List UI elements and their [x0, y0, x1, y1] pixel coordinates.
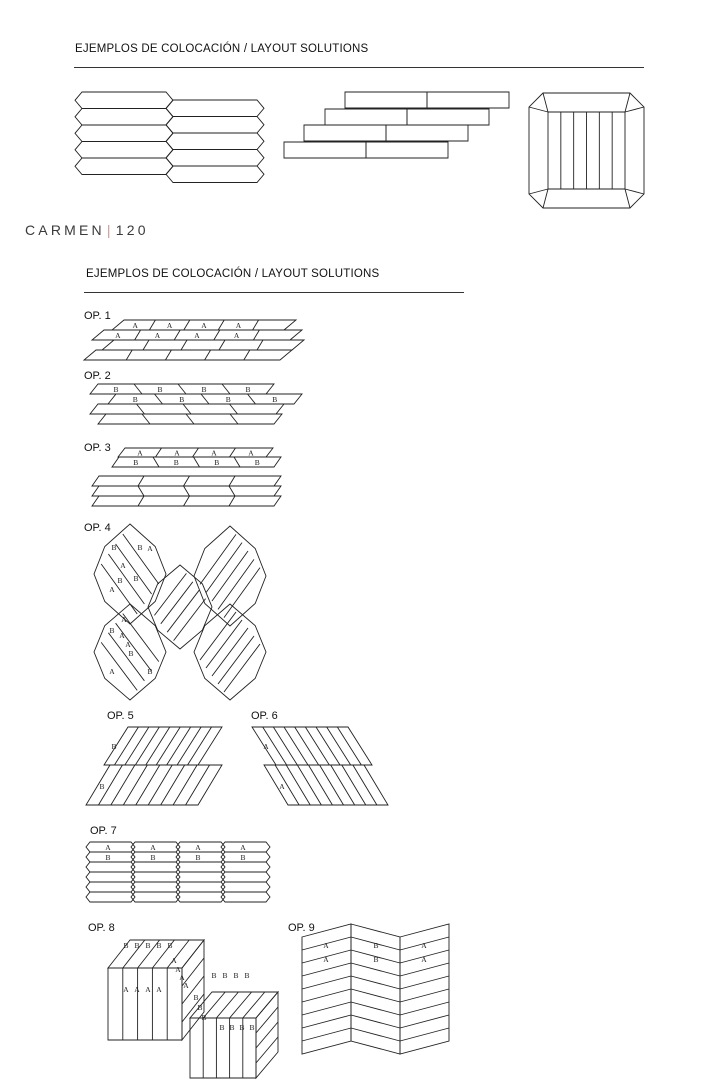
tile-mark: B: [229, 1023, 235, 1032]
stripe-joint: [200, 612, 236, 660]
tile-mark: B: [244, 971, 250, 980]
picket-tile: [75, 109, 173, 126]
tile-joint: [230, 414, 238, 424]
stripe-joint: [154, 573, 186, 615]
tile-joint: [178, 384, 186, 394]
option-label-5: OP. 5: [107, 710, 134, 722]
tile-mark: A: [233, 331, 240, 340]
stripe-joint: [200, 534, 236, 584]
picket-tile: [75, 125, 173, 142]
tile-mark: B: [201, 385, 207, 394]
brick-tile: [427, 92, 509, 108]
chevron-joint: [400, 1015, 449, 1028]
tile-mark: B: [254, 458, 260, 467]
tile-joint: [149, 320, 155, 330]
option-label-8: OP. 8: [88, 922, 115, 934]
tile-joint: [219, 340, 225, 350]
tile-mark: A: [120, 561, 126, 570]
tile-joint: [230, 448, 236, 457]
diagram-op-6: [252, 727, 388, 805]
diamond-group: [94, 524, 166, 624]
strip-joint: [114, 727, 138, 765]
chevron-joint: [302, 1015, 351, 1028]
strip-joint: [135, 727, 159, 765]
frame-miter: [625, 93, 630, 112]
main-heading: EJEMPLOS DE COLOCACIÓN / LAYOUT SOLUTIONS: [86, 268, 380, 280]
tile-mark: B: [193, 993, 199, 1002]
tile-mark: A: [147, 544, 153, 553]
brick-tile: [345, 92, 427, 108]
chevron-joint: [351, 989, 400, 1002]
tile-mark: B: [233, 971, 239, 980]
tile-mark: B: [240, 853, 246, 862]
brick-tile: [284, 142, 366, 158]
tile-joint: [134, 384, 142, 394]
picket-tile: [221, 872, 270, 882]
tile-mark: A: [109, 667, 115, 676]
brand-size: 120: [115, 222, 149, 238]
chevron-joint: [400, 963, 449, 976]
chevron-joint: [302, 989, 351, 1002]
stripe-joint: [101, 564, 137, 614]
strip-joint: [167, 727, 191, 765]
option-label-7: OP. 7: [90, 825, 117, 837]
tile-joint: [201, 394, 209, 404]
diagram-op-4: [94, 524, 266, 700]
hex-front: [108, 968, 182, 1040]
strip-joint: [316, 727, 340, 765]
strip-joint: [177, 727, 201, 765]
option-label-6: OP. 6: [251, 710, 278, 722]
tile-joint: [194, 457, 200, 467]
tile-mark: A: [150, 843, 156, 852]
tile-joint: [181, 340, 187, 350]
diagram-op-9: [302, 924, 449, 1054]
tile-joint: [257, 340, 263, 350]
tile-mark: B: [156, 941, 162, 950]
chevron-joint: [302, 976, 351, 989]
option-label-4: OP. 4: [84, 522, 111, 534]
option-label-1: OP. 1: [84, 310, 111, 322]
tile-mark: A: [137, 448, 143, 458]
tile-mark: A: [183, 981, 189, 990]
stripe-joint: [108, 554, 144, 604]
tile-joint: [229, 496, 235, 506]
tile-joint: [156, 448, 162, 457]
tile-mark: B: [173, 458, 179, 467]
strip-joint: [216, 992, 238, 1018]
stripe-joint: [212, 551, 248, 601]
tile-mark: A: [211, 448, 217, 458]
chevron-joint: [400, 976, 449, 989]
frame-miter: [625, 189, 630, 208]
chevron-joint: [400, 1028, 449, 1041]
strip-joint: [284, 727, 308, 765]
tile-mark: B: [373, 955, 379, 964]
tile-joint: [153, 457, 159, 467]
tile-mark: B: [225, 395, 231, 404]
strip-block: [104, 727, 222, 765]
strip-joint: [342, 765, 366, 805]
brick-tile: [407, 109, 489, 125]
tile-joint: [229, 486, 235, 496]
chevron-joint: [302, 1028, 351, 1041]
tile-mark: B: [137, 543, 143, 552]
tile-mark: B: [145, 941, 151, 950]
tile-joint: [184, 486, 190, 496]
tile-mark: B: [373, 941, 379, 950]
tile-mark: A: [194, 331, 200, 340]
tile-mark: B: [111, 543, 117, 552]
tile-mark: A: [115, 331, 121, 340]
tile-joint: [230, 404, 238, 414]
tile-mark: B: [105, 853, 111, 862]
tile-mark: A: [279, 782, 285, 791]
strip-joint: [186, 765, 210, 805]
tile-joint: [253, 330, 259, 340]
chevron-joint: [302, 1002, 351, 1015]
tile-mark: A: [119, 631, 125, 640]
tile-mark: B: [195, 853, 201, 862]
strip-joint: [256, 1007, 278, 1033]
brand-separator: |: [106, 222, 114, 238]
diagram-op-1: [84, 320, 304, 360]
tile-joint: [205, 350, 211, 360]
stripe-joint: [218, 559, 254, 609]
stripe-joint: [224, 568, 260, 618]
strip-block: [252, 727, 372, 765]
strip-joint: [256, 1037, 278, 1063]
stripe-joint: [206, 620, 242, 668]
tile-mark: A: [156, 985, 162, 994]
tile-mark: B: [133, 574, 139, 583]
tile-mark: A: [123, 985, 129, 994]
tile-joint: [184, 476, 190, 486]
tile-mark: A: [179, 973, 185, 982]
tile-joint: [174, 330, 180, 340]
picket-tile: [176, 862, 225, 872]
tile-joint: [138, 486, 144, 496]
picket-tile: [166, 117, 264, 134]
top-layout-brick-stepped: [284, 92, 509, 158]
tile-mark: B: [222, 971, 228, 980]
diagram-op-3: [92, 448, 281, 506]
diagram-op-7: [86, 842, 270, 902]
picket-tile: [221, 892, 270, 902]
strip-joint: [111, 765, 135, 805]
chevron-joint: [400, 989, 449, 1002]
brick-tile: [304, 125, 386, 141]
frame-miter: [625, 107, 644, 112]
tile-mark: A: [145, 985, 151, 994]
tile-joint: [218, 320, 224, 330]
tile-mark: B: [111, 742, 117, 751]
tile-joint: [253, 320, 259, 330]
strip-joint: [188, 727, 212, 765]
strip-joint: [125, 727, 149, 765]
top-layout-picket-staggered: [75, 92, 264, 183]
tile-mark: B: [249, 1023, 255, 1032]
stripe-joint: [212, 628, 248, 676]
picket-tile: [75, 142, 173, 159]
top-heading: EJEMPLOS DE COLOCACIÓN / LAYOUT SOLUTIONS: [75, 43, 369, 55]
picket-tile: [176, 892, 225, 902]
picket-tile: [86, 882, 135, 892]
tile-mark: B: [109, 626, 115, 635]
option-label-3: OP. 3: [84, 442, 111, 454]
tile-mark: A: [154, 331, 161, 340]
tile-joint: [184, 496, 190, 506]
tile-joint: [193, 448, 199, 457]
tile-mark: A: [421, 955, 427, 964]
picket-tile: [131, 862, 180, 872]
tile-mark: A: [175, 965, 181, 974]
tile-joint: [135, 330, 141, 340]
tile-mark: A: [240, 843, 246, 852]
strip-joint: [337, 727, 361, 765]
tile-mark: B: [167, 941, 173, 950]
strip-joint: [305, 727, 329, 765]
tile-joint: [186, 414, 194, 424]
top-layout-framed-square: [529, 93, 644, 208]
tile-mark: A: [323, 955, 329, 964]
tile-mark: B: [133, 458, 139, 467]
tile-mark: A: [235, 321, 242, 330]
picket-tile: [221, 862, 270, 872]
frame-miter: [529, 107, 548, 112]
strip-joint: [353, 765, 377, 805]
picket-tile: [131, 892, 180, 902]
tile-mark: B: [197, 1003, 203, 1012]
picket-tile: [166, 166, 264, 183]
diagram-op-2: [90, 384, 302, 424]
tile-mark: A: [263, 742, 269, 751]
tile-mark: A: [132, 321, 138, 330]
picket-tile: [131, 872, 180, 882]
tile-joint: [248, 394, 256, 404]
tile-mark: B: [123, 941, 129, 950]
tile-mark: B: [99, 782, 105, 791]
stripe-joint: [218, 636, 254, 684]
strip-joint: [173, 765, 197, 805]
strip-joint: [230, 992, 252, 1018]
diamond-group: [148, 565, 212, 649]
stripe-joint: [224, 644, 260, 692]
chevron-joint: [351, 1015, 400, 1028]
tile-joint: [155, 394, 163, 404]
strip-joint: [123, 765, 147, 805]
tile-mark: B: [128, 649, 134, 658]
picket-tile: [221, 882, 270, 892]
picket-tile: [176, 872, 225, 882]
stripe-joint: [206, 543, 242, 593]
diagram-op-5: [86, 727, 222, 805]
tile-row: [102, 340, 304, 350]
tile-mark: A: [105, 843, 111, 852]
tile-mark: B: [219, 1023, 225, 1032]
tile-mark: B: [245, 385, 251, 394]
tile-mark: A: [201, 321, 207, 330]
strip-joint: [256, 1022, 278, 1048]
picket-tile: [86, 862, 135, 872]
picket-tile: [176, 882, 225, 892]
stripe-joint: [167, 590, 199, 632]
strip-joint: [148, 765, 172, 805]
strip-joint: [327, 727, 351, 765]
brick-tile: [366, 142, 448, 158]
tile-mark: B: [134, 941, 140, 950]
tile-joint: [137, 404, 145, 414]
brick-tile: [325, 109, 407, 125]
tile-joint: [138, 496, 144, 506]
picket-tile: [86, 872, 135, 882]
tile-joint: [184, 320, 190, 330]
tile-joint: [234, 457, 240, 467]
tile-mark: B: [239, 1023, 245, 1032]
tile-mark: B: [150, 853, 156, 862]
picket-tile: [166, 133, 264, 150]
frame-miter: [543, 189, 548, 208]
chevron-joint: [351, 976, 400, 989]
tile-mark: A: [248, 448, 254, 458]
chevron-joint: [302, 963, 351, 976]
picket-tile: [75, 158, 173, 175]
chevron-joint: [351, 963, 400, 976]
tile-joint: [222, 384, 230, 394]
tile-joint: [126, 350, 132, 360]
tile-mark: B: [201, 1013, 207, 1022]
tile-mark: A: [171, 956, 177, 965]
stripe-joint: [123, 534, 159, 584]
picket-tile: [166, 100, 264, 117]
tile-mark: B: [132, 395, 138, 404]
strip-joint: [320, 765, 344, 805]
tile-mark: A: [195, 843, 201, 852]
chevron-joint: [351, 1028, 400, 1041]
chevron-joint: [400, 1002, 449, 1015]
strip-joint: [331, 765, 355, 805]
strip-joint: [308, 765, 332, 805]
strip-joint: [286, 765, 310, 805]
strip-joint: [161, 765, 185, 805]
tile-joint: [214, 330, 220, 340]
tile-mark: A: [421, 941, 427, 950]
tile-joint: [244, 350, 250, 360]
tile-mark: B: [147, 667, 153, 676]
tile-mark: A: [323, 941, 329, 950]
brick-tile: [386, 125, 468, 141]
strip-joint: [273, 727, 297, 765]
tile-mark: A: [125, 640, 131, 649]
tile-mark: B: [179, 395, 185, 404]
chevron-joint: [351, 1002, 400, 1015]
strip-joint: [297, 765, 321, 805]
frame-miter: [625, 189, 644, 194]
tile-mark: B: [272, 395, 278, 404]
frame-miter: [543, 93, 548, 112]
option-label-2: OP. 2: [84, 370, 111, 382]
tile-mark: B: [211, 971, 217, 980]
tile-mark: A: [109, 585, 115, 594]
tile-mark: B: [117, 576, 123, 585]
tile-mark: A: [134, 985, 140, 994]
strip-block: [86, 765, 222, 805]
strip-joint: [136, 765, 160, 805]
strip-joint: [146, 727, 170, 765]
tile-mark: B: [157, 385, 163, 394]
tile-joint: [143, 340, 149, 350]
diagram-op-8: [108, 940, 278, 1078]
strip-joint: [295, 727, 319, 765]
tile-row: [84, 350, 292, 360]
strip-joint: [243, 992, 265, 1018]
picket-tile: [75, 92, 173, 109]
tile-joint: [138, 476, 144, 486]
tile-mark: A: [121, 615, 127, 624]
strip-joint: [156, 727, 180, 765]
picket-tile: [86, 892, 135, 902]
picket-tile: [166, 150, 264, 167]
tile-joint: [183, 404, 191, 414]
stripe-joint: [161, 582, 193, 624]
tile-joint: [165, 350, 171, 360]
tile-joint: [142, 414, 150, 424]
tile-mark: B: [214, 458, 220, 467]
brand-name: CARMEN: [25, 222, 105, 238]
tile-mark: A: [166, 321, 173, 330]
picket-tile: [131, 882, 180, 892]
tile-joint: [229, 476, 235, 486]
tile-mark: B: [113, 385, 119, 394]
tile-mark: A: [174, 448, 180, 458]
frame-miter: [529, 189, 548, 194]
option-label-9: OP. 9: [288, 922, 315, 934]
